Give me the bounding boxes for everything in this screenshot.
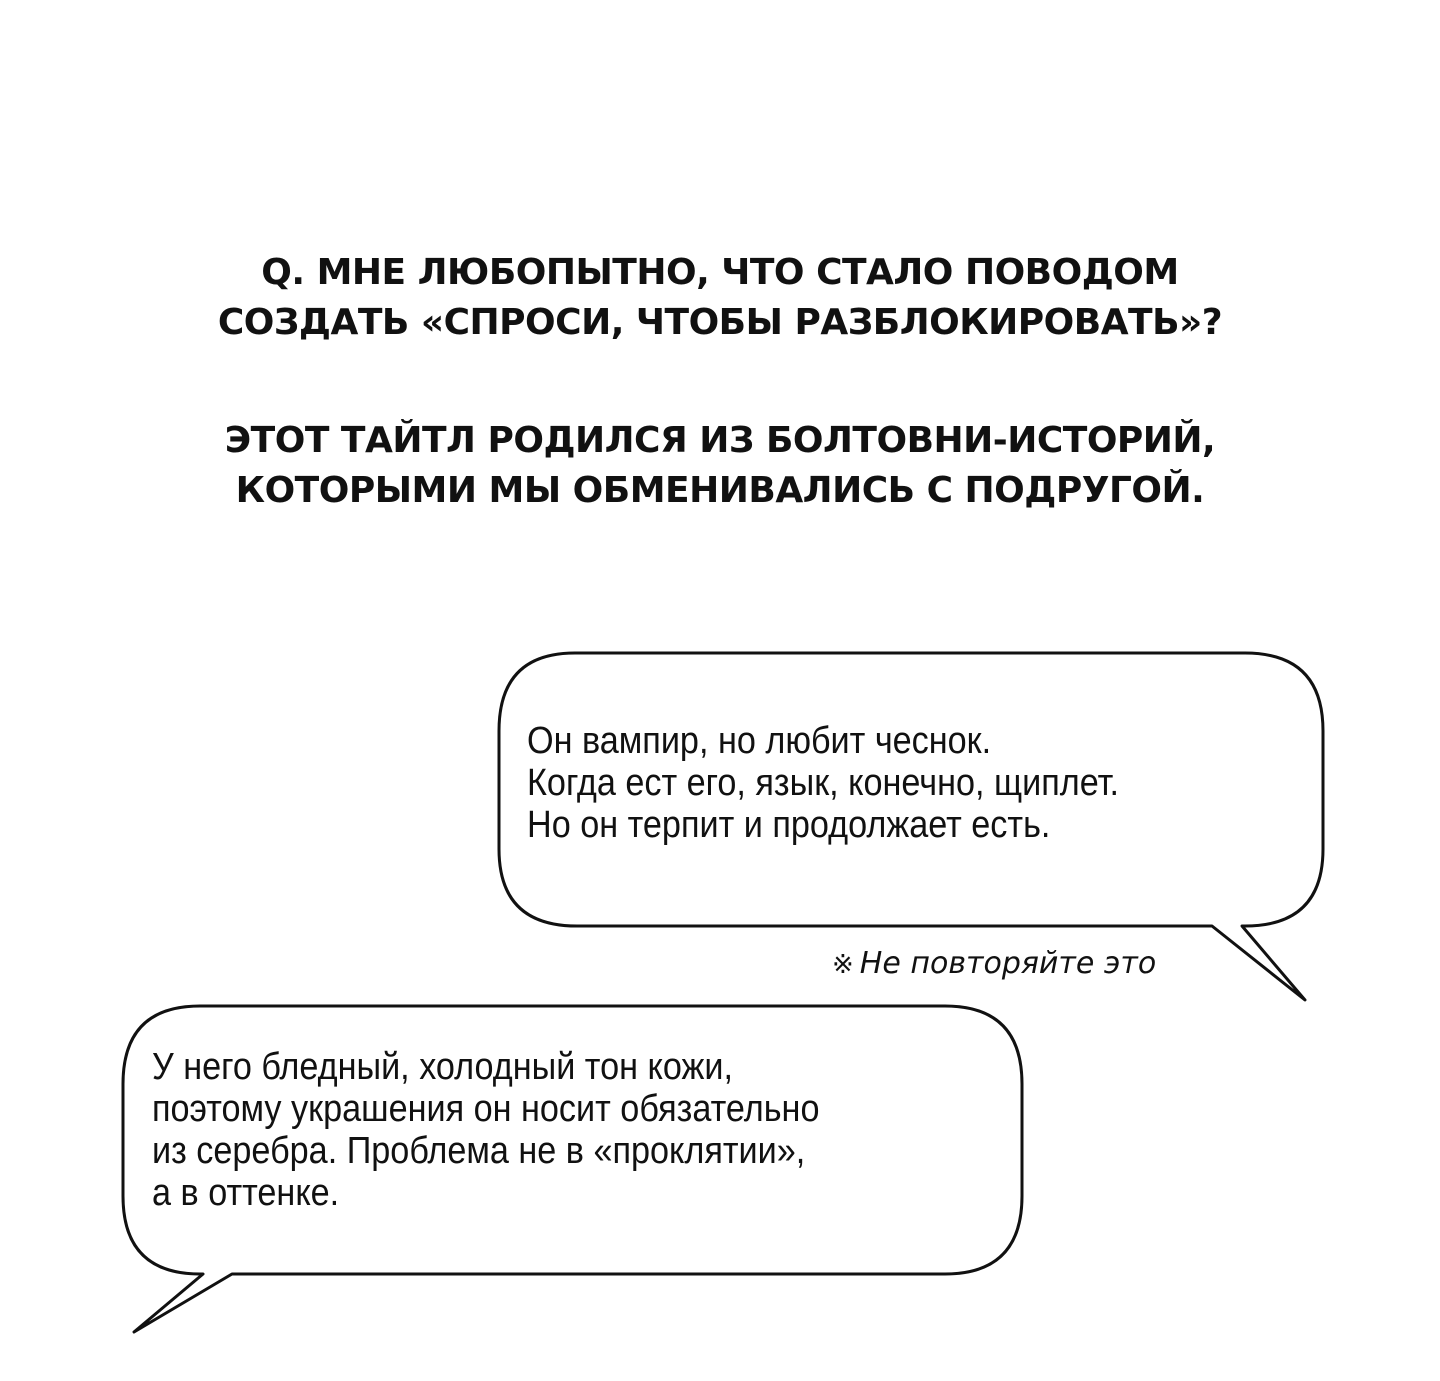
answer-line: ЭТОТ ТАЙТЛ РОДИЛСЯ ИЗ БОЛТОВНИ-ИСТОРИЙ, [224,420,1216,461]
bubble-line: У него бледный, холодный тон кожи, [152,1046,733,1088]
bubble-line: из серебра. Проблема не в «проклятии», [152,1130,806,1172]
bubble-line: Когда ест его, язык, конечно, щиплет. [527,762,1120,804]
bubble-line: Но он терпит и продолжает есть. [527,804,1051,846]
bubble-line: а в оттенке. [152,1172,340,1214]
bubble-line: поэтому украшения он носит обязательно [152,1088,820,1130]
speech-bubble-1-text [527,720,1119,846]
footnote-text: Не повторяйте это [859,946,1157,981]
question-line: СОЗДАТЬ «СПРОСИ, ЧТОБЫ РАЗБЛОКИРОВАТЬ»? [217,302,1223,343]
bubble-line: Он вампир, но любит чеснок. [527,720,992,762]
speech-bubble-2-text [152,1046,819,1214]
answer-line: КОТОРЫМИ МЫ ОБМЕНИВАЛИСЬ С ПОДРУГОЙ. [235,470,1205,511]
question-line: Q. МНЕ ЛЮБОПЫТНО, ЧТО СТАЛО ПОВОДОМ [261,252,1179,293]
reference-mark-icon: ※ [832,950,854,980]
footnote [832,944,1156,985]
